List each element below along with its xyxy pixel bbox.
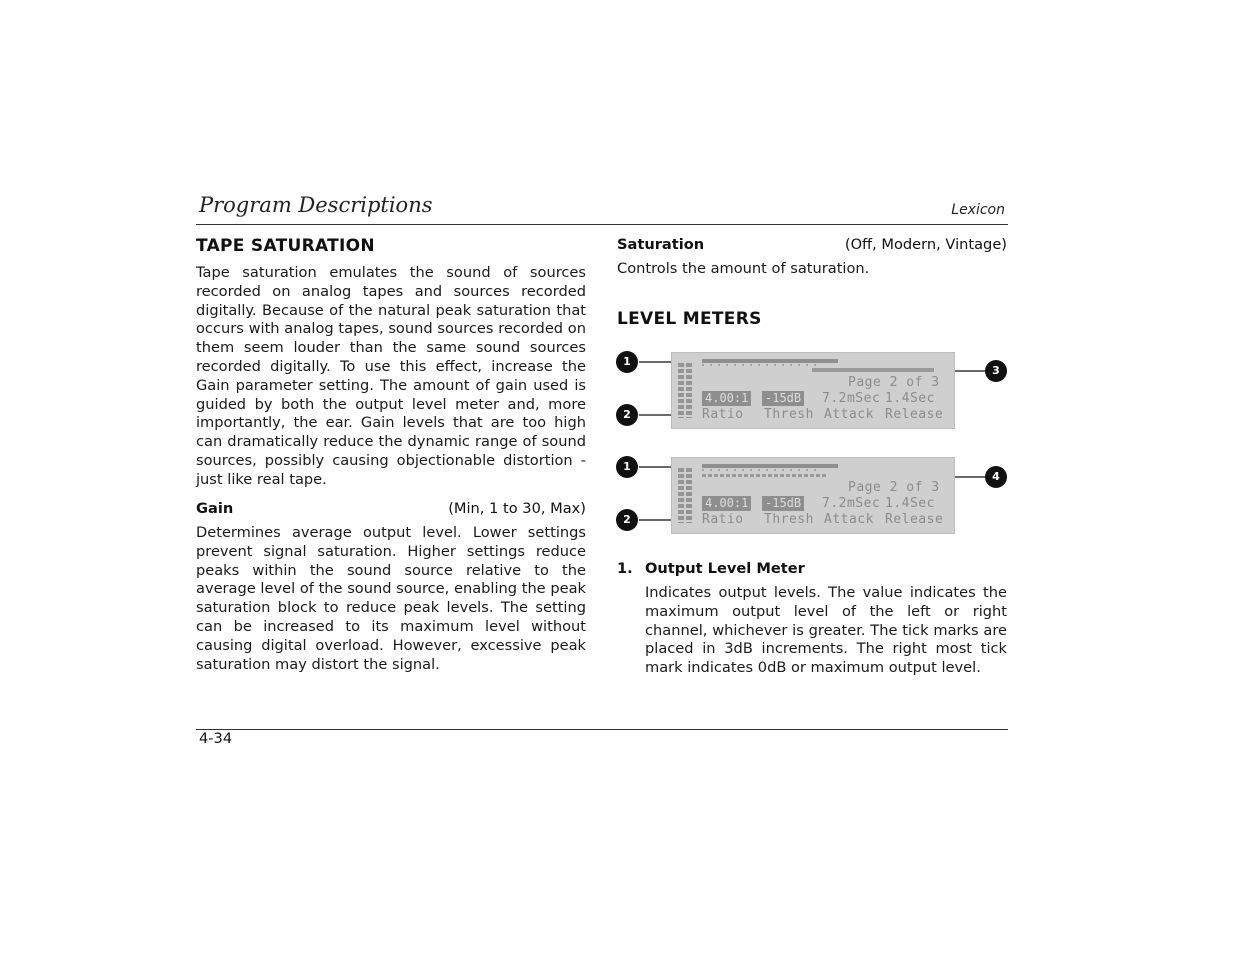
page-number: 4-34 [199,730,233,747]
lcd-screen-2 [671,457,955,534]
saturation-description: Controls the amount of saturation. [617,260,870,277]
lcd-label-thresh: Thresh [764,407,814,422]
lcd-page-indicator: Page 2 of 3 [848,480,940,495]
section-heading-tape-saturation: TAPE SATURATION [196,236,375,256]
output-meter-bar [702,359,838,363]
lcd-value-release: 1.4Sec [885,391,935,406]
callout-badge-2: 2 [616,404,638,426]
saturation-meter-bar [812,368,934,372]
peak-meter-bar [702,474,826,477]
lcd-value-release: 1.4Sec [885,496,935,511]
lcd-value-ratio: 4.00:1 [702,496,751,511]
lcd-label-attack: Attack [824,407,874,422]
saturation-param-name: Saturation [617,236,705,253]
lcd-value-attack: 7.2mSec [822,391,881,406]
meter-ticks [702,469,822,471]
vertical-meter-right [686,468,692,523]
lcd-label-release: Release [885,407,944,422]
list-item-title: Output Level Meter [645,560,805,577]
lcd-screen-1 [671,352,955,429]
output-meter-bar [702,464,838,468]
lcd-label-release: Release [885,512,944,527]
lcd-label-ratio: Ratio [702,512,744,527]
callout-badge-2: 2 [616,509,638,531]
vertical-meter-left [678,468,684,523]
gain-description: Determines average output level. Lower settings prevent signal saturation. Higher settings reduce peaks within the sound source relative to the average level of the sound source, enabling the peak saturation block to reduce peak levels. The setting can be increased to its maximum level without causing digital overload. However, excessive peak saturation may distort the signal. [196,524,586,673]
callout-badge-4: 4 [985,466,1007,488]
callout-badge-3: 3 [985,360,1007,382]
gain-param-name: Gain [196,500,234,517]
lcd-label-attack: Attack [824,512,874,527]
lcd-label-ratio: Ratio [702,407,744,422]
brand-name: Lexicon [951,202,1005,218]
vertical-meter-left [678,363,684,418]
lcd-value-thresh: -15dB [762,391,804,406]
list-item-description: Indicates output levels. The value indicates the maximum output level of the left or right channel, whichever is greater. The tick marks are placed in 3dB increments. The right most tick mark indicates 0dB or maximum output level. [645,584,1007,677]
list-item-number: 1. [617,560,633,577]
section-heading-level-meters: LEVEL METERS [617,309,762,329]
lcd-value-attack: 7.2mSec [822,496,881,511]
meter-ticks [702,364,822,366]
lcd-page-indicator: Page 2 of 3 [848,375,940,390]
footer-rule [196,729,1008,730]
saturation-param-range: (Off, Modern, Vintage) [844,236,1007,253]
vertical-meter-right [686,363,692,418]
gain-param-range: (Min, 1 to 30, Max) [448,500,586,517]
lcd-value-thresh: -15dB [762,496,804,511]
lcd-value-ratio: 4.00:1 [702,391,751,406]
tape-saturation-intro: Tape saturation emulates the sound of sources recorded on analog tapes and sources recorded digitally. Because of the natural peak saturation that occurs with analog tapes, sound sources recorded on them seem louder than the same sound sources recorded digitally. To use this effect, increase the Gain parameter setting. The amount of gain used is guided by both the output level meter and, more importantly, the ear. Gain levels that are too high can dramatically reduce the dynamic range of sound sources, possibly causing objectionable distortion - just like real tape. [196,264,586,488]
running-title: Program Descriptions [199,193,433,217]
callout-badge-1: 1 [616,351,638,373]
lcd-label-thresh: Thresh [764,512,814,527]
callout-badge-1: 1 [616,456,638,478]
